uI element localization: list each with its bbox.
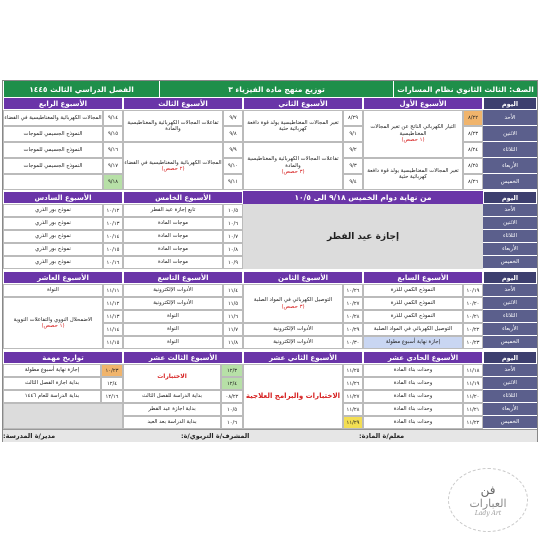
logo-line-2: العبارات xyxy=(469,497,507,510)
date: ١١/٢٧ xyxy=(343,390,363,403)
week-11-row: وحدات بناء المادة xyxy=(363,377,463,390)
plan-title: توزيع منهج مادة الفيزياء ٣ xyxy=(159,81,393,97)
week-8-header: الأسبوع الثامن xyxy=(243,271,363,284)
day-thursday: الخميس xyxy=(483,174,537,190)
date: ١٠/١٤ xyxy=(103,230,123,243)
week-8-row: الأدوات الإلكترونية xyxy=(243,336,343,349)
week-11-row: وحدات بناء المادة xyxy=(363,390,463,403)
week-2-header: الأسبوع الثاني xyxy=(243,97,363,110)
date: ١٠/٨ xyxy=(223,243,243,256)
day-thursday: الخميس xyxy=(483,256,537,269)
date: ١٠/١٩ xyxy=(463,284,483,297)
date: ١٠/٢٩ xyxy=(343,323,363,336)
date: ١٠/٢٧ xyxy=(343,297,363,310)
day-monday: الاثنين xyxy=(483,377,537,390)
logo-line-3: Lady Art xyxy=(474,510,502,517)
date: ١٢/٤ xyxy=(221,377,243,390)
week-2-lesson-a: تغير المجالات المغناطيسية يولد قوة دافعة كهربائية حثية xyxy=(243,110,343,142)
logo-line-1: فن xyxy=(480,483,496,497)
date: ٩/١٤ xyxy=(103,110,123,126)
date: ١١/٢٠ xyxy=(463,390,483,403)
week-6-header: الأسبوع السادس xyxy=(3,191,123,204)
day-sunday: الأحد xyxy=(483,110,537,126)
important-row: إجازة نهاية أسبوع مطولة xyxy=(3,364,101,377)
week-7-row-holiday: إجازة نهاية أسبوع مطولة xyxy=(363,336,463,349)
lesson-periods: (١ حصص) xyxy=(401,137,425,144)
week-6-row: نموذج بور الذري xyxy=(3,243,103,256)
week-8-lesson-a xyxy=(243,284,343,323)
date: ١١/٨ xyxy=(223,336,243,349)
day-header: اليوم xyxy=(483,97,537,110)
date: ٩/١ xyxy=(343,126,363,142)
date: ١٠/٧ xyxy=(223,230,243,243)
supervisor-signature: المشرف/ة التربوي/ة: xyxy=(181,429,359,442)
week-13-row: بداية الدراسة للفصل الثالث xyxy=(123,390,221,403)
week-13-header: الأسبوع الثالث عشر xyxy=(123,351,243,364)
important-blank xyxy=(3,403,123,429)
week-5-row: موجات المادة xyxy=(123,230,223,243)
eid-holiday: إجازة عيد الفطر xyxy=(243,204,483,269)
date: ٩/١٥ xyxy=(103,126,123,142)
week-7-row: التوصيل الكهربائي في المواد الصلبة xyxy=(363,323,463,336)
week-5-row: موجات المادة xyxy=(123,256,223,269)
week-1-lesson-b: تغير المجالات المغناطيسية يولد قوة دافعة كهربائية حثية xyxy=(363,158,463,190)
lesson-periods: (١ حصص) xyxy=(41,323,65,329)
date: ١٠/٢١ xyxy=(463,310,483,323)
date: ١١/١١ xyxy=(103,284,123,297)
date: ١١/٢١ xyxy=(463,403,483,416)
date: ٩/١١ xyxy=(223,174,243,190)
day-monday: الاثنين xyxy=(483,297,537,310)
day-header: اليوم xyxy=(483,271,537,284)
week-10-row: النواة xyxy=(3,284,103,297)
date: ١١/١٨ xyxy=(463,364,483,377)
week-9-row: النواة xyxy=(123,336,223,349)
date: ١١/٦ xyxy=(223,310,243,323)
week-4-row: النموذج الجسيمي للموجات xyxy=(3,158,103,174)
important-dates-header: تواريخ مهمة xyxy=(3,351,123,364)
day-thursday: الخميس xyxy=(483,416,537,429)
day-wednesday: الأربعاء xyxy=(483,158,537,174)
lesson-text: الاضمحلال النووي والتفاعلات النووية xyxy=(13,316,93,323)
week-4-row: النموذج الجسيمي للموجات xyxy=(3,142,103,158)
date: ١٠/٢٢ xyxy=(463,323,483,336)
week-11-row: وحدات بناء المادة xyxy=(363,416,463,429)
date: ٩/١٦ xyxy=(103,142,123,158)
week-6-row: نموذج بور الذري xyxy=(3,217,103,230)
week-6-row: نموذج بور الذري xyxy=(3,256,103,269)
date: ٩/٤ xyxy=(343,174,363,190)
date: ١٠/٥ xyxy=(221,403,243,416)
week-10-lesson-b xyxy=(3,297,103,349)
day-header: اليوم xyxy=(483,351,537,364)
week-13-row: بداية اجازة عيد الفطر xyxy=(123,403,221,416)
week-4-row xyxy=(3,174,103,190)
date: ٩/٣ xyxy=(343,158,363,174)
week-1-header: الأسبوع الأول xyxy=(363,97,483,110)
grade-label: الصف: الثالث الثانوي نظام المسارات xyxy=(393,81,537,97)
week-7-header: الأسبوع السابع xyxy=(363,271,483,284)
date: ٨/٢٩ xyxy=(343,110,363,126)
eid-banner: من نهاية دوام الخميس ٩/١٨ الى ١٠/٥ xyxy=(243,191,483,204)
watermark-logo xyxy=(448,468,528,532)
lesson-periods: (٢ حصص) xyxy=(161,166,185,172)
week-9-row: الأدوات الإلكترونية xyxy=(123,297,223,310)
week-4-row: المجالات الكهربائية والمغناطيسية في الفضاء xyxy=(3,110,103,126)
week-9-header: الأسبوع التاسع xyxy=(123,271,243,284)
week-12-header: الأسبوع الثاني عشر xyxy=(243,351,363,364)
date: ٩/٨ xyxy=(223,126,243,142)
lesson-periods: (٣ حصص) xyxy=(281,169,305,176)
day-header: اليوم xyxy=(483,191,537,204)
date: ٩/٢ xyxy=(343,142,363,158)
date: ٩/١٠ xyxy=(223,158,243,174)
principal-signature: مدير/ة المدرسة: xyxy=(3,429,181,442)
lesson-text: التوصيل الكهربائي في المواد الصلبة xyxy=(253,297,333,304)
date: ١٠/١٦ xyxy=(103,256,123,269)
week-3-lesson-b xyxy=(123,142,223,190)
date: ٨/٢٦ xyxy=(463,174,483,190)
date: ١١/١٩ xyxy=(463,377,483,390)
day-wednesday: الأربعاء xyxy=(483,403,537,416)
date: ١١/٢٥ xyxy=(343,364,363,377)
day-tuesday: الثلاثاء xyxy=(483,230,537,243)
date: ١١/٢٨ xyxy=(343,403,363,416)
week-4-header: الأسبوع الرابع xyxy=(3,97,123,110)
date: ١١/١٢ xyxy=(103,297,123,310)
week-6-row: نموذج بور الذري xyxy=(3,230,103,243)
header-bar xyxy=(3,81,537,97)
date: ١١/١٥ xyxy=(103,336,123,349)
date: ٨/٢٥ xyxy=(463,158,483,174)
date: ٩/٧ xyxy=(223,110,243,126)
date: ١٢/٣ xyxy=(221,364,243,377)
week-13-row: بداية الدراسة بعد العيد xyxy=(123,416,221,429)
day-tuesday: الثلاثاء xyxy=(483,310,537,323)
week-9-row: النواة xyxy=(123,310,223,323)
day-monday: الاثنين xyxy=(483,126,537,142)
date: ١٢/٤ xyxy=(101,377,123,390)
week-8-row: الأدوات الإلكترونية xyxy=(243,323,343,336)
date: ١١/٢٩ xyxy=(343,416,363,429)
week-3-lesson-a: تفاعلات المجالات الكهربائية والمغناطيسية والمادة xyxy=(123,110,223,142)
date: ١١/١٣ xyxy=(103,310,123,323)
week-10-header: الأسبوع العاشر xyxy=(3,271,123,284)
date: ١١/١٤ xyxy=(103,323,123,336)
lesson-text: التيار الكهربائي الناتج عن تغير المجالات المغناطيسية xyxy=(370,124,456,137)
week-9-row: الأدوات الإلكترونية xyxy=(123,284,223,297)
date: ١٠/١٥ xyxy=(103,243,123,256)
date: ١١/٤ xyxy=(223,284,243,297)
date: ١٠/١٣ xyxy=(103,217,123,230)
date: ١٠/٢٣ xyxy=(463,336,483,349)
date: ١٠/٢٨ xyxy=(343,310,363,323)
week-5-header: الأسبوع الخامس xyxy=(123,191,243,204)
week-7-row: النموذج الكمي للذرة xyxy=(363,284,463,297)
date: ١١/٥ xyxy=(223,297,243,310)
date: ٩/١٧ xyxy=(103,158,123,174)
date: ١١/٢٦ xyxy=(343,377,363,390)
date: ٨/٢٣ xyxy=(463,126,483,142)
week-4-row: النموذج الجسيمي للموجات xyxy=(3,126,103,142)
day-sunday: الأحد xyxy=(483,364,537,377)
week-5-row: موجات المادة xyxy=(123,217,223,230)
week-11-row: وحدات بناء المادة xyxy=(363,364,463,377)
date: ١١/٢٢ xyxy=(463,416,483,429)
important-row: بداية اجازة الفصل الثالث xyxy=(3,377,101,390)
date: ٩/٩ xyxy=(223,142,243,158)
day-monday: الاثنين xyxy=(483,217,537,230)
term-label: الفصل الدراسي الثالث ١٤٤٥ xyxy=(3,81,159,97)
date: ٩/١٨ xyxy=(103,174,123,190)
week-11-row: وحدات بناء المادة xyxy=(363,403,463,416)
date: ١٠/٩ xyxy=(223,256,243,269)
week-13-exams: الاختبارات xyxy=(123,364,221,390)
week-9-row: النواة xyxy=(123,323,223,336)
teacher-signature: معلم/ة المادة: xyxy=(359,429,537,442)
week-7-row: النموذج الكمي للذرة xyxy=(363,310,463,323)
day-thursday: الخميس xyxy=(483,336,537,349)
date: ١١/٧ xyxy=(223,323,243,336)
date: ١٠/١٢ xyxy=(103,204,123,217)
week-11-header: الأسبوع الحادي عشر xyxy=(363,351,483,364)
lesson-text: تفاعلات المجالات الكهربائية والمغناطيسية والمادة xyxy=(247,156,339,169)
date: ١٠/٥ xyxy=(223,204,243,217)
date: ١٠/٢٦ xyxy=(343,284,363,297)
week-3-header: الأسبوع الثالث xyxy=(123,97,243,110)
day-wednesday: الأربعاء xyxy=(483,243,537,256)
date: ٨/٢٤ xyxy=(463,142,483,158)
lesson-text: المجالات الكهربائية والمغناطيسية في الفضاء xyxy=(124,159,222,166)
day-wednesday: الأربعاء xyxy=(483,323,537,336)
date: ١٢/١٦ xyxy=(101,390,123,403)
date: ١٠/٣٠ xyxy=(343,336,363,349)
important-row: بداية الدراسة للعام ١٤٤٦ xyxy=(3,390,101,403)
physics-plan-sheet xyxy=(2,80,538,442)
day-tuesday: الثلاثاء xyxy=(483,142,537,158)
week-1-lesson-a xyxy=(363,110,463,158)
day-tuesday: الثلاثاء xyxy=(483,390,537,403)
date: ١٠/٢٠ xyxy=(463,297,483,310)
lesson-periods: (٣ حصص) xyxy=(281,303,305,310)
date: ٨/٢٢ xyxy=(463,110,483,126)
week-7-row: النموذج الكمي للذرة xyxy=(363,297,463,310)
week-6-row: نموذج بور الذري xyxy=(3,204,103,217)
week-5-row: تابع إجازة عيد الفطر xyxy=(123,204,223,217)
week-12-exams: الاختبارات والبرامج العلاجية xyxy=(243,364,343,429)
day-sunday: الأحد xyxy=(483,204,537,217)
date: ٠٨/٢٢ xyxy=(221,390,243,403)
day-sunday: الأحد xyxy=(483,284,537,297)
week-5-row: موجات المادة xyxy=(123,243,223,256)
date: ١٠/٢٣ xyxy=(101,364,123,377)
week-2-lesson-b xyxy=(243,142,343,190)
date: ١٠/٦ xyxy=(223,217,243,230)
date: ١٠/٦ xyxy=(221,416,243,429)
